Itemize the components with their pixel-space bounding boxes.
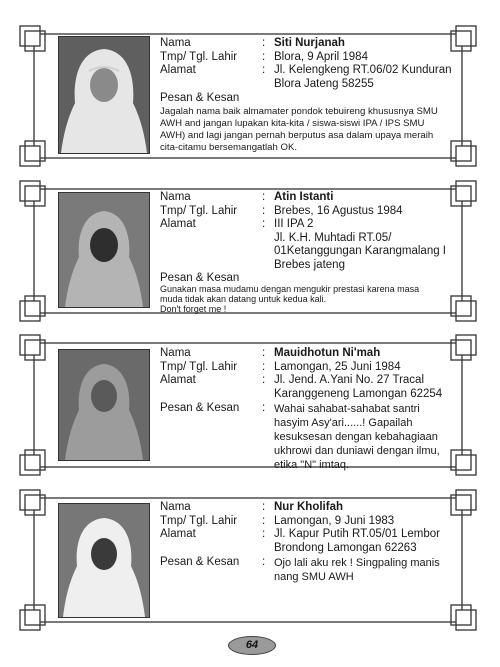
address-label: Alamat (160, 528, 196, 540)
student-photo (58, 349, 150, 461)
student-name: Mauidhotun Ni'mah (274, 347, 381, 359)
message-text: Wahai sahabat-sahabat santri hasyim Asy'ari......! Gapailah kesuksesan dengan kebahagiaan ukhrowi dan duniawi dengan ilmu, etika "N" imtaq. (274, 403, 440, 471)
message-text: Ojo lali aku rek ! Singpaling manis nang SMU AWH (274, 557, 440, 583)
birth-value: Brebes, 16 Agustus 1984 (274, 204, 403, 217)
address-value: Jl. Kelengkeng RT.06/02 Kunduran Blora Jateng 58255 (274, 64, 452, 90)
student-photo (58, 192, 150, 308)
address-label: Alamat (160, 374, 196, 386)
student-info: Nama : Mauidhotun Ni'mah Tmp/ Tgl. Lahir : Lamongan, 25 Juni 1984 Alamat : Jl. Jend. A.Yani No. 27 Tracal Karanggeneng Lamongan 62254 Pesan & Kesan : Wahai sahabat-sahabat santri hasyim Asy'ari......! Gapailah kesuksesan dengan kebahagiaan ukhrowi dan duniawi dengan ilmu, etika "N" imtaq. (160, 347, 460, 472)
message-label: Pesan & Kesan (160, 272, 240, 284)
student-card-1 (20, 26, 476, 166)
message-label: Pesan & Kesan (160, 556, 240, 568)
student-info: Nama : Nur Kholifah Tmp/ Tgl. Lahir : Lamongan, 9 Juni 1983 Alamat : Jl. Kapur Putih RT.05/01 Lembor Brondong Lamongan 62263 Pesan & Kesan : Ojo lali aku rek ! Singpaling manis nang SMU AWH (160, 501, 460, 584)
birth-value: Lamongan, 25 Juni 1984 (274, 360, 401, 373)
address-value: III IPA 2 Jl. K.H. Muhtadi RT.05/ 01Ketanggungan Karangmalang I Brebes jateng (274, 218, 447, 271)
birth-value: Lamongan, 9 Juni 1983 (274, 514, 395, 527)
student-info: Nama : Siti Nurjanah Tmp/ Tgl. Lahir : Blora, 9 April 1984 Alamat : Jl. Kelengkeng RT.06/02 Kunduran Blora Jateng 58255 Pesan & Kesan Jagalah nama baik almamater pondok tebuireng khususnya SMU AWH and jangan lupakan kita-kita / siswa-siswi IPA / IPS SMU AWH) and lagi jangan pernah berputus asa dalam upaya meraih cita-citamu bersemangatlah OK. (160, 37, 460, 154)
name-label: Nama (160, 37, 191, 49)
birth-label: Tmp/ Tgl. Lahir (160, 360, 238, 373)
message-text: Gunakan masa mudamu dengan mengukir prestasi karena masa muda tidak akan datang untuk kedua kali. Don't forget me ! (160, 284, 420, 314)
message-text: Jagalah nama baik almamater pondok tebuireng khususnya SMU AWH and jangan lupakan kita-kita / siswa-siswi IPA / IPS SMU AWH) and lagi jangan pernah berputus asa dalam upaya meraih cita-citamu bersemangatlah OK. (160, 105, 438, 153)
student-name: Nur Kholifah (274, 501, 343, 513)
name-label: Nama (160, 191, 191, 203)
birth-label: Tmp/ Tgl. Lahir (160, 204, 238, 217)
student-photo (58, 36, 150, 154)
message-label: Pesan & Kesan (160, 402, 240, 414)
address-label: Alamat (160, 64, 196, 76)
message-label: Pesan & Kesan (160, 92, 240, 104)
student-card-3 (20, 335, 476, 475)
name-label: Nama (160, 501, 191, 513)
page-number: 64 (228, 636, 276, 655)
name-label: Nama (160, 347, 191, 359)
student-name: Siti Nurjanah (274, 37, 345, 49)
birth-value: Blora, 9 April 1984 (274, 50, 368, 63)
birth-label: Tmp/ Tgl. Lahir (160, 514, 238, 527)
student-card-4 (20, 490, 476, 630)
address-label: Alamat (160, 218, 196, 230)
birth-label: Tmp/ Tgl. Lahir (160, 50, 238, 63)
student-name: Atin Istanti (274, 191, 334, 203)
student-card-2 (20, 181, 476, 321)
student-photo (58, 503, 150, 618)
student-info: Nama : Atin Istanti Tmp/ Tgl. Lahir : Brebes, 16 Agustus 1984 Alamat : III IPA 2 Jl. K.H. Muhtadi RT.05/ 01Ketanggungan Karangmalang I Brebes jateng Pesan & Kesan Gunakan masa mudamu dengan mengukir prestasi karena masa muda tidak akan datang untuk kedua kali. Don't forget me ! (160, 191, 460, 314)
address-value: Jl. Jend. A.Yani No. 27 Tracal Karanggeneng Lamongan 62254 (274, 374, 443, 400)
address-value: Jl. Kapur Putih RT.05/01 Lembor Brondong Lamongan 62263 (274, 528, 440, 554)
